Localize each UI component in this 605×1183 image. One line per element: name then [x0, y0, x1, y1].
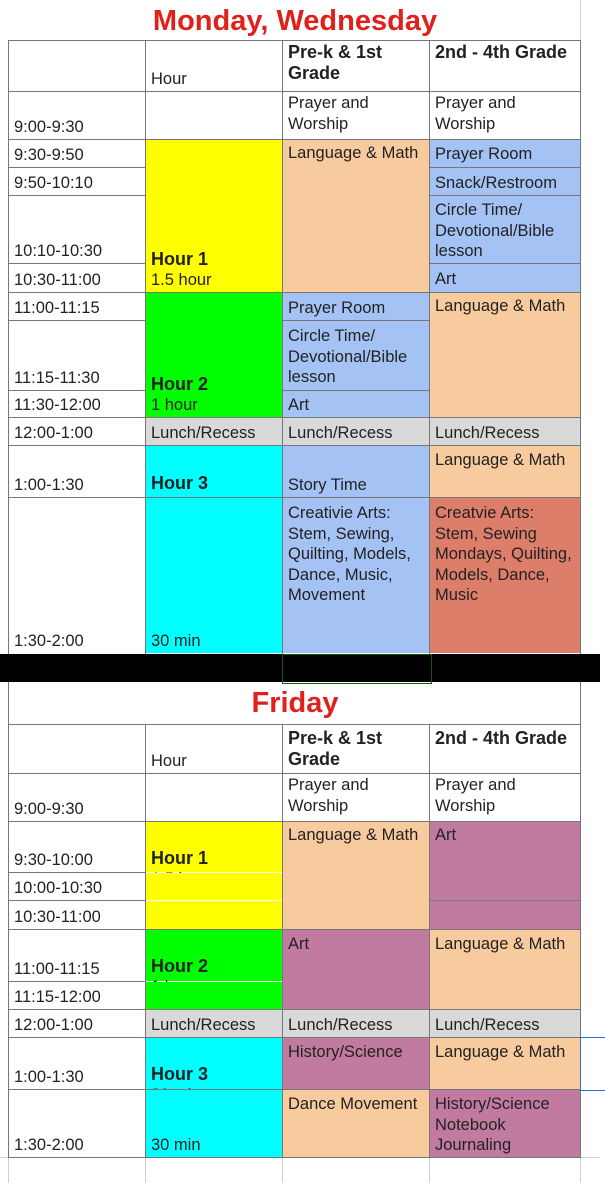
grid-line — [429, 195, 581, 196]
time-cell[interactable]: 12:00-1:00 — [14, 423, 93, 442]
prek-story-time[interactable]: Story Time — [283, 446, 429, 497]
grid-line — [8, 40, 9, 654]
time-cell[interactable]: 11:15-12:00 — [14, 987, 101, 1006]
time-cell[interactable]: 11:00-11:15 — [14, 298, 100, 317]
grid-line — [8, 195, 146, 196]
time-cell[interactable]: 1:30-2:00 — [14, 1135, 84, 1154]
grid-line — [8, 40, 581, 41]
prek-art[interactable]: Art — [283, 930, 429, 1009]
grid-line — [8, 91, 581, 92]
hour-1-block[interactable] — [146, 822, 282, 872]
grid-line — [429, 724, 430, 1158]
grid-line — [8, 139, 581, 140]
grid-line — [8, 320, 146, 321]
grid-line — [8, 417, 581, 418]
g24-language-math-2[interactable]: Language & Math — [430, 446, 580, 497]
grid-line — [8, 1009, 581, 1010]
hour-3b-duration: 30 min — [151, 1135, 201, 1154]
hour-2-label: Hour 2 — [151, 955, 209, 976]
time-cell[interactable]: 11:30-12:00 — [14, 395, 101, 414]
grid-line — [8, 1037, 581, 1038]
hour-3b-block[interactable] — [146, 1090, 282, 1157]
g24-language-math[interactable]: Language & Math — [430, 293, 580, 417]
time-cell[interactable]: 10:00-10:30 — [14, 878, 103, 897]
time-cell[interactable]: 10:30-11:00 — [14, 907, 101, 926]
header-prek-1st[interactable]: Pre-k & 1st Grade — [288, 42, 383, 83]
grid-line — [8, 1157, 581, 1158]
time-cell[interactable]: 9:00-9:30 — [14, 799, 84, 818]
grid-line — [145, 1157, 146, 1183]
g24-language-math[interactable]: Language & Math — [430, 930, 580, 1009]
grid-line — [145, 40, 146, 654]
grid-line — [8, 497, 581, 498]
g24-prayer-room[interactable]: Prayer Room — [430, 140, 580, 167]
prek-language-math[interactable]: Language & Math — [283, 140, 429, 292]
hour-1-block-cont[interactable] — [146, 873, 282, 900]
time-cell[interactable]: 10:10-10:30 — [14, 241, 103, 260]
lunch-recess-cell[interactable]: Lunch/Recess — [146, 1010, 282, 1037]
prek-circle-time[interactable]: Circle Time/ Devotional/Bible lesson — [283, 321, 429, 390]
hour-2-block-cont[interactable] — [146, 982, 282, 1009]
lunch-recess-cell[interactable]: Lunch/Recess — [146, 418, 282, 445]
g24-lunch-recess[interactable]: Lunch/Recess — [430, 418, 580, 445]
g24-prayer-worship[interactable]: Prayer and Worship — [435, 94, 516, 133]
grid-line — [8, 929, 581, 930]
grid-line — [429, 40, 430, 654]
hour-3-block[interactable] — [146, 1038, 282, 1089]
grid-line — [8, 900, 146, 901]
g24-prayer-worship[interactable]: Prayer and Worship — [435, 776, 516, 815]
grid-line — [8, 682, 9, 1158]
g24-history-science[interactable]: History/Science Notebook Journaling — [430, 1090, 580, 1157]
g24-snack-restroom[interactable]: Snack/Restroom — [430, 168, 580, 195]
hour-2-block[interactable] — [146, 930, 282, 981]
time-cell[interactable]: 10:30-11:00 — [14, 270, 101, 289]
schedule-title-monday-wednesday: Monday, Wednesday — [152, 5, 438, 37]
hour-2-label: Hour 2 — [151, 373, 209, 394]
grid-line — [8, 821, 581, 822]
g24-creative-arts[interactable]: Creatvie Arts: Stem, Sewing Mondays, Quilting, Models, Dance, Music — [430, 498, 580, 653]
grid-line — [8, 292, 581, 293]
hour-3b-block[interactable] — [146, 498, 282, 653]
prek-prayer-worship[interactable]: Prayer and Worship — [288, 776, 369, 815]
grid-line — [8, 390, 146, 391]
grid-line — [8, 167, 146, 168]
hour-1-block[interactable] — [146, 140, 282, 292]
g24-art-cont[interactable] — [430, 901, 580, 929]
schedule-title-friday: Friday — [251, 687, 339, 719]
g24-language-math-2[interactable]: Language & Math — [430, 1038, 580, 1089]
grid-line — [282, 724, 283, 1158]
hour-2-duration: 1 hour — [151, 395, 198, 414]
grid-line — [8, 724, 581, 725]
time-cell[interactable]: 11:00-11:15 — [14, 959, 100, 978]
prek-prayer-room[interactable]: Prayer Room — [283, 293, 429, 320]
prek-lunch-recess[interactable]: Lunch/Recess — [283, 1010, 429, 1037]
time-cell[interactable]: 9:00-9:30 — [14, 117, 84, 136]
g24-art[interactable]: Art — [430, 822, 580, 900]
prek-creative-arts[interactable]: Creativie Arts: Stem, Sewing, Quilting, Models, Dance, Music, Movement — [283, 498, 429, 653]
header-hour[interactable]: Hour — [151, 69, 187, 88]
prek-history-science[interactable]: History/Science — [283, 1038, 429, 1089]
header-prek-1st[interactable]: Pre-k & 1st Grade — [288, 728, 383, 769]
hour-1-label: Hour 1 — [151, 847, 209, 868]
time-cell[interactable]: 1:00-1:30 — [14, 1067, 84, 1086]
hour-1-duration: 1.5 hour — [151, 270, 212, 289]
prek-prayer-worship[interactable]: Prayer and Worship — [288, 94, 369, 133]
header-2nd-4th[interactable]: 2nd - 4th Grade — [435, 42, 568, 62]
grid-line — [8, 773, 581, 774]
time-cell[interactable]: 11:15-11:30 — [14, 368, 100, 387]
header-hour[interactable]: Hour — [151, 751, 187, 770]
hour-2-block[interactable] — [146, 293, 282, 417]
grid-line — [8, 872, 146, 873]
time-cell[interactable]: 12:00-1:00 — [14, 1015, 93, 1034]
grid-line — [8, 1089, 581, 1090]
hour-3-block[interactable] — [146, 446, 282, 497]
grid-line — [429, 167, 581, 168]
grid-line — [580, 40, 581, 654]
hour-1-label: Hour 1 — [151, 248, 209, 269]
grid-line — [429, 900, 581, 901]
grid-line — [282, 1157, 283, 1183]
grid-line — [8, 981, 146, 982]
grid-line — [429, 1157, 430, 1183]
grid-line — [8, 1157, 9, 1183]
grid-line — [8, 445, 581, 446]
grid-line — [282, 40, 283, 654]
prek-language-math[interactable]: Language & Math — [283, 822, 429, 929]
grid-line — [282, 390, 430, 391]
prek-lunch-recess[interactable]: Lunch/Recess — [283, 418, 429, 445]
time-cell[interactable]: 9:30-9:50 — [14, 145, 84, 164]
hour-3b-duration: 30 min — [151, 631, 201, 650]
hour-3-label: Hour 3 — [151, 472, 209, 493]
grid-line — [429, 263, 581, 264]
time-cell[interactable]: 9:50-10:10 — [14, 173, 93, 192]
g24-circle-time[interactable]: Circle Time/ Devotional/Bible lesson — [430, 196, 580, 263]
grid-line — [282, 320, 430, 321]
grid-line — [8, 263, 146, 264]
hour-3-label: Hour 3 — [151, 1063, 209, 1084]
time-cell[interactable]: 9:30-10:00 — [14, 850, 93, 869]
separator-highlight — [282, 654, 432, 684]
prek-dance-movement[interactable]: Dance Movement — [283, 1090, 429, 1157]
time-cell[interactable]: 1:30-2:00 — [14, 631, 84, 650]
g24-art[interactable]: Art — [430, 264, 580, 292]
hour-1-block-cont[interactable] — [146, 901, 282, 929]
cell-selection[interactable] — [580, 1037, 605, 1091]
time-cell[interactable]: 1:00-1:30 — [14, 475, 84, 494]
prek-art[interactable]: Art — [283, 391, 429, 417]
g24-lunch-recess[interactable]: Lunch/Recess — [430, 1010, 580, 1037]
grid-line — [145, 724, 146, 1158]
header-2nd-4th[interactable]: 2nd - 4th Grade — [435, 728, 568, 748]
